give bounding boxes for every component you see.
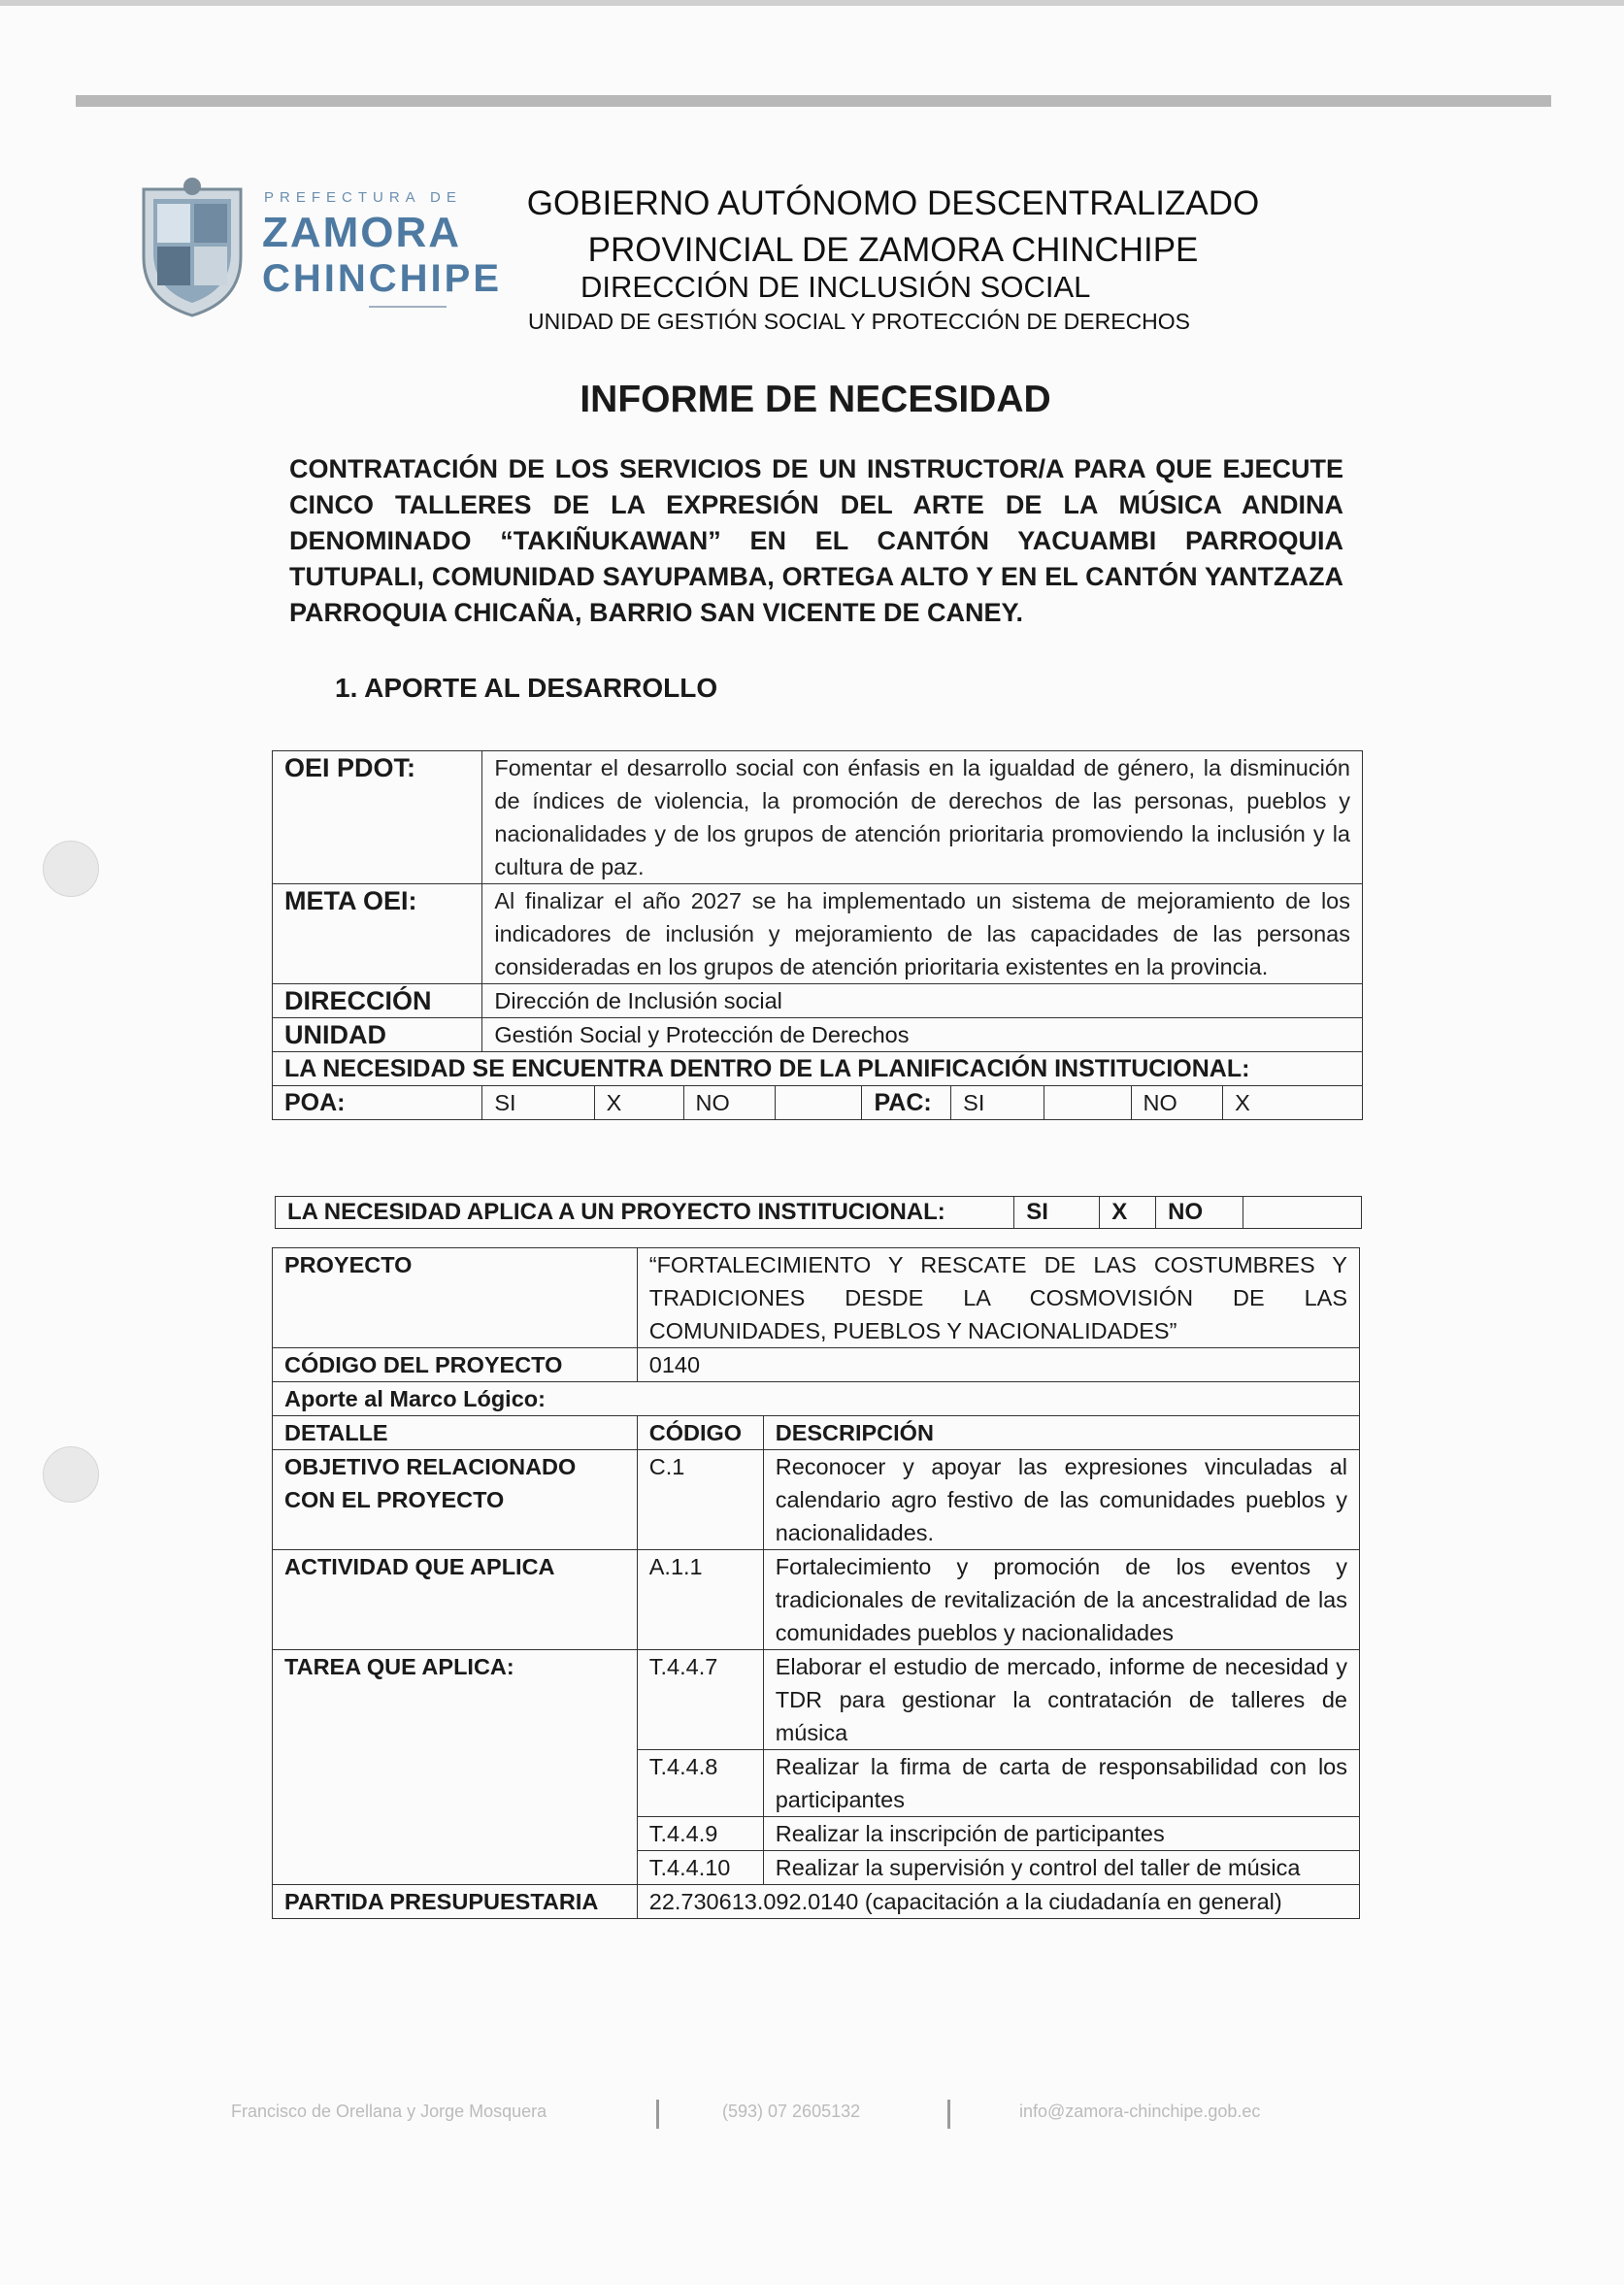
project-applies-table bbox=[275, 1196, 1362, 1229]
poa-label: POA: bbox=[273, 1086, 482, 1120]
table-row bbox=[273, 1052, 1363, 1086]
tarea-desc: Realizar la firma de carta de responsabilidad con los participantes bbox=[763, 1750, 1359, 1817]
objetivo-desc: Reconocer y apoyar las expresiones vinculadas al calendario agro festivo de las comunidades pueblos y nacionalidades. bbox=[763, 1450, 1359, 1550]
poa-no: NO bbox=[683, 1086, 776, 1120]
footer-separator bbox=[947, 2100, 950, 2129]
table-row bbox=[273, 1018, 1363, 1052]
codigo-value: 0140 bbox=[637, 1348, 1359, 1382]
project-applies-x: X bbox=[1100, 1197, 1156, 1229]
proyecto-label: PROYECTO bbox=[273, 1248, 638, 1348]
header-line-2: PROVINCIAL DE ZAMORA CHINCHIPE bbox=[587, 231, 1199, 269]
prefectura-logo bbox=[126, 170, 514, 345]
footer-address: Francisco de Orellana y Jorge Mosquera bbox=[231, 2102, 547, 2121]
actividad-label: ACTIVIDAD QUE APLICA bbox=[273, 1550, 638, 1650]
logo-zamora-text: ZAMORA bbox=[262, 209, 462, 256]
meta-label: META OEI: bbox=[273, 884, 482, 984]
codigo-label: CÓDIGO DEL PROYECTO bbox=[273, 1348, 638, 1382]
partida-label: PARTIDA PRESUPUESTARIA bbox=[273, 1885, 638, 1919]
project-applies-no-box bbox=[1243, 1197, 1362, 1229]
planning-row: LA NECESIDAD SE ENCUENTRA DENTRO DE LA PLANIFICACIÓN INSTITUCIONAL: bbox=[273, 1052, 1363, 1086]
tarea-code: T.4.4.9 bbox=[637, 1817, 763, 1851]
project-applies-label: LA NECESIDAD APLICA A UN PROYECTO INSTITUCIONAL: bbox=[276, 1197, 1014, 1229]
actividad-desc: Fortalecimiento y promoción de los eventos y tradicionales de revitalización de la ancestralidad de las comunidades pueblos y nacionalidades bbox=[763, 1550, 1359, 1650]
document-subject: CONTRATACIÓN DE LOS SERVICIOS DE UN INSTRUCTOR/A PARA QUE EJECUTE CINCO TALLERES DE LA EXPRESIÓN DEL ARTE DE LA MÚSICA ANDINA DENOMINADO “TAKIÑUKAWAN” EN EL CANTÓN YACUAMBI PARROQUIA TUTUPALI, COMUNIDAD SAYUPAMBA, ORTEGA ALTO Y EN EL CANTÓN YANTZAZA PARROQUIA CHICAÑA, BARRIO SAN VICENTE DE CANEY. bbox=[289, 454, 1343, 627]
unidad-value: Gestión Social y Protección de Derechos bbox=[482, 1018, 1363, 1052]
poa-x: X bbox=[594, 1086, 683, 1120]
table-row bbox=[273, 1450, 1360, 1550]
tarea-desc: Realizar la inscripción de participantes bbox=[763, 1817, 1359, 1851]
objetivo-label: OBJETIVO RELACIONADO CON EL PROYECTO bbox=[273, 1450, 638, 1550]
marco-logico-label: Aporte al Marco Lógico: bbox=[273, 1382, 1360, 1416]
project-applies-no: NO bbox=[1156, 1197, 1243, 1229]
partida-value: 22.730613.092.0140 (capacitación a la ciudadanía en general) bbox=[637, 1885, 1359, 1919]
header-line-4: UNIDAD DE GESTIÓN SOCIAL Y PROTECCIÓN DE DERECHOS bbox=[528, 309, 1191, 334]
pac-si: SI bbox=[951, 1086, 1044, 1120]
oei-label: OEI PDOT: bbox=[273, 751, 482, 884]
tarea-code: T.4.4.10 bbox=[637, 1851, 763, 1885]
punch-hole bbox=[43, 841, 99, 897]
direccion-value: Dirección de Inclusión social bbox=[482, 984, 1363, 1018]
header-line-3: DIRECCIÓN DE INCLUSIÓN SOCIAL bbox=[580, 270, 1091, 304]
table-row bbox=[273, 1550, 1360, 1650]
logo-pre-text: PREFECTURA DE bbox=[264, 189, 462, 206]
meta-text: Al finalizar el año 2027 se ha implementado un sistema de mejoramiento de los indicadores de inclusión y mejoramiento de las capacidades de las personas consideradas en los grupos de atención prioritaria existentes en la provincia. bbox=[482, 884, 1363, 984]
actividad-code: A.1.1 bbox=[637, 1550, 763, 1650]
col-descripcion: DESCRIPCIÓN bbox=[763, 1416, 1359, 1450]
pac-si-box bbox=[1044, 1086, 1131, 1120]
scan-edge bbox=[0, 0, 1624, 6]
unidad-label: UNIDAD bbox=[273, 1018, 482, 1052]
table-row bbox=[273, 1382, 1360, 1416]
footer-phone: (593) 07 2605132 bbox=[722, 2102, 861, 2121]
footer-email[interactable]: info@zamora-chinchipe.gob.ec bbox=[1019, 2102, 1261, 2121]
poa-si: SI bbox=[482, 1086, 594, 1120]
table-row bbox=[273, 884, 1363, 984]
table-row bbox=[276, 1197, 1362, 1229]
footer-separator bbox=[656, 2100, 659, 2129]
table-row bbox=[273, 1248, 1360, 1348]
table-header-row bbox=[273, 1416, 1360, 1450]
pac-no: NO bbox=[1131, 1086, 1223, 1120]
header-rule bbox=[76, 95, 1551, 107]
logo-chinchipe-text: CHINCHIPE bbox=[262, 257, 503, 300]
tarea-code: T.4.4.7 bbox=[637, 1650, 763, 1750]
oei-text: Fomentar el desarrollo social con énfasis en la igualdad de género, la disminución de índices de violencia, la promoción de derechos de las personas, pueblos y nacionalidades y de los grupos de atención prioritaria promoviendo la inclusión y la cultura de paz. bbox=[482, 751, 1363, 884]
poa-no-box bbox=[776, 1086, 862, 1120]
tarea-label: TAREA QUE APLICA: bbox=[273, 1650, 638, 1885]
section-heading: 1. APORTE AL DESARROLLO bbox=[335, 673, 718, 703]
table-row bbox=[273, 1885, 1360, 1919]
logo-underline bbox=[369, 306, 447, 308]
table-row bbox=[273, 751, 1363, 884]
tarea-desc: Elaborar el estudio de mercado, informe de necesidad y TDR para gestionar la contratación de talleres de música bbox=[763, 1650, 1359, 1750]
objetivo-code: C.1 bbox=[637, 1450, 763, 1550]
table-row bbox=[273, 1348, 1360, 1382]
pac-label: PAC: bbox=[862, 1086, 951, 1120]
development-table bbox=[272, 750, 1363, 1120]
tarea-code: T.4.4.8 bbox=[637, 1750, 763, 1817]
project-table bbox=[272, 1247, 1360, 1919]
proyecto-value: “FORTALECIMIENTO Y RESCATE DE LAS COSTUMBRES Y TRADICIONES DESDE LA COSMOVISIÓN DE LAS COMUNIDADES, PUEBLOS Y NACIONALIDADES” bbox=[637, 1248, 1359, 1348]
project-applies-si: SI bbox=[1014, 1197, 1100, 1229]
col-codigo: CÓDIGO bbox=[637, 1416, 763, 1450]
table-row bbox=[273, 1650, 1360, 1750]
pac-x: X bbox=[1223, 1086, 1363, 1120]
table-row bbox=[273, 984, 1363, 1018]
punch-hole bbox=[43, 1446, 99, 1503]
tarea-desc: Realizar la supervisión y control del taller de música bbox=[763, 1851, 1359, 1885]
document-title: INFORME DE NECESIDAD bbox=[580, 379, 1051, 420]
col-detalle: DETALLE bbox=[273, 1416, 638, 1450]
direccion-label: DIRECCIÓN bbox=[273, 984, 482, 1018]
header-line-1: GOBIERNO AUTÓNOMO DESCENTRALIZADO bbox=[526, 184, 1260, 222]
coat-of-arms-icon bbox=[134, 175, 250, 320]
table-row bbox=[273, 1086, 1363, 1120]
